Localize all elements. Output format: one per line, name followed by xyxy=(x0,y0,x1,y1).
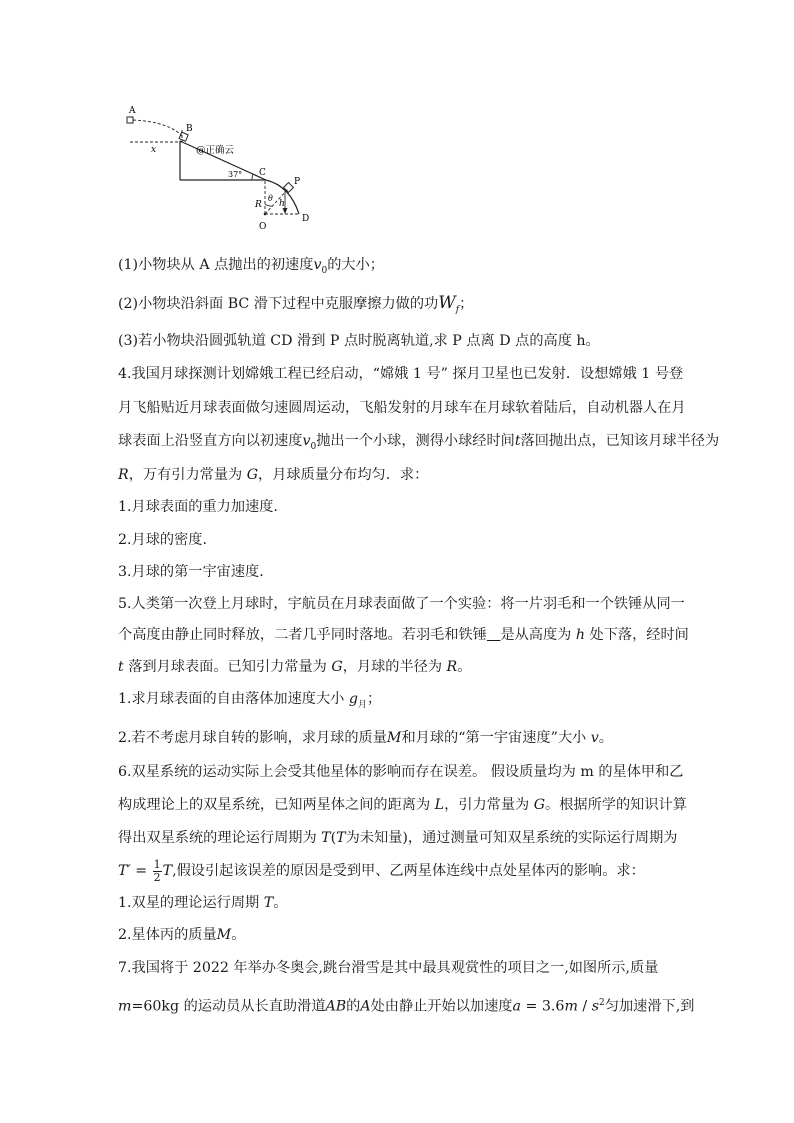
q4-item3: 3.月球的第一宇宙速度． xyxy=(118,564,274,580)
q5-item1: 1.求月球表面的自由落体加速度大小 $g_月$； xyxy=(118,691,382,710)
q6-line3: 得出双星系统的理论运行周期为 T(T为未知量)，通过测量可知双星系统的实际运行周期为 xyxy=(118,830,678,846)
q3-sub2: (2)小物块沿斜面 BC 滑下过程中克服摩擦力做的功$W_f$； xyxy=(118,293,474,315)
label-angle: 37° xyxy=(228,170,243,179)
q4-item2: 2.月球的密度. xyxy=(118,532,207,548)
label-h: h xyxy=(279,199,285,209)
label-o: O xyxy=(259,222,267,232)
q5-line3: t 落到月球表面。已知引力常量为 G，月球的半径为 R。 xyxy=(118,659,472,675)
label-b: B xyxy=(186,124,193,134)
angle-arc xyxy=(252,174,253,180)
incline-arc-figure xyxy=(118,100,318,232)
label-a: A xyxy=(129,106,136,116)
center-point-o xyxy=(264,213,267,216)
q4-line3: 球表面上沿竖直方向以初速度$v_0$抛出一个小球，测得小球经时间t落回抛出点，已知该月球半径为 xyxy=(118,433,720,452)
q5-line1: 5.人类第一次登上月球时，宇航员在月球表面做了一个实验：将一片羽毛和一个铁锤从同一 xyxy=(118,596,685,612)
theta-arc xyxy=(265,204,272,206)
q4-line4: R，万有引力常量为 G，月球质量分布均匀．求： xyxy=(118,467,429,483)
label-r: R xyxy=(255,200,262,210)
q6-item1: 1.双星的理论运行周期 T。 xyxy=(118,895,288,911)
watermark-text: @正确云 xyxy=(196,145,235,156)
q4-item1: 1.月球表面的重力加速度. xyxy=(118,499,278,515)
label-c: C xyxy=(259,168,266,178)
label-p: P xyxy=(294,177,301,187)
fraction-one-half: $\frac{1}{2}$ xyxy=(153,857,161,884)
label-theta: θ xyxy=(268,194,273,203)
q4-line2: 月飞船贴近月球表面做匀速圆周运动，飞船发射的月球车在月球软着陆后，自动机器人在月 xyxy=(118,400,686,416)
q7-line2: m=60kg 的运动员从长直助滑道AB的A处由静止开始以加速度$a = 3.6m / s^2$匀加速滑下,到 xyxy=(118,998,695,1015)
block-a xyxy=(127,117,133,123)
q6-line1: 6.双星系统的运动实际上会受其他星体的影响而存在误差。 假设质量均为 m 的星体甲和乙 xyxy=(118,764,684,780)
q6-line2: 构成理论上的双星系统，已知两星体之间的距离为 L，引力常量为 G。根据所学的知识计算 xyxy=(118,797,687,813)
label-d: D xyxy=(302,214,310,224)
q3-sub1: (1)小物块从 A 点抛出的初速度$v_0$的大小； xyxy=(118,257,384,276)
projectile-trajectory xyxy=(133,120,183,137)
q5-item2: 2.若不考虑月球自转的影响，求月球的质量M和月球的“第一宇宙速度”大小 v。 xyxy=(118,730,613,746)
label-x: x xyxy=(151,145,157,155)
q7-line1: 7.我国将于 2022 年举办冬奥会,跳台滑雪是其中最具观赏性的项目之一,如图所示,质量 xyxy=(118,960,659,976)
q6-item2: 2.星体丙的质量M。 xyxy=(118,927,246,943)
q6-line4: T′ = $\frac{1}{2}$ T,假设引起该误差的原因是受到甲、乙两星体连线中点处星体丙的影响。求： xyxy=(118,857,645,884)
q3-sub3: (3)若小物块沿圆弧轨道 CD 滑到 P 点时脱离轨道,求 P 点离 D 点的高度 h。 xyxy=(118,333,600,349)
q5-line2: 个高度由静止同时释放，二者几乎同时落地。若羽毛和铁锤 是从高度为 h 处下落，经时间 xyxy=(118,627,689,643)
q4-line1: 4.我国月球探测计划嫦娥工程已经启动，“嫦娥 1 号” 探月卫星也已发射．设想嫦娥 1 号登 xyxy=(118,366,684,382)
